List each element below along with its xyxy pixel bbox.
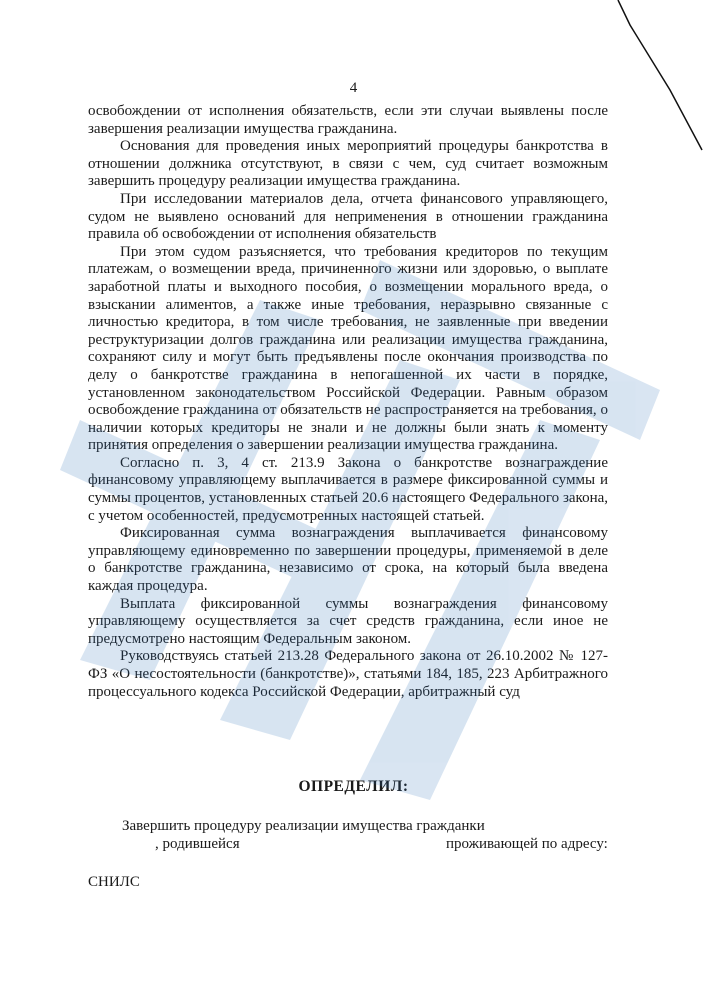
paragraph: Выплата фиксированной суммы вознаграждения финансовому управляющему осуществляется за счет средств гражданина, если иное не предусмотрено настоящим Федеральным законом.	[88, 595, 608, 647]
page-number: 4	[349, 80, 358, 96]
snils-label: СНИЛС	[88, 874, 140, 890]
paragraph: При этом судом разъясняется, что требования кредиторов по текущим платежам, о возмещении вреда, причиненного жизни или здоровью, о выплате заработной платы и выходного пособия, о возмещении морального вреда, о взыскании алиментов, а также иные требования, неразрывно связанные с личностью кредитора, в том числе требования, не заявленные при введении реструктуризации долгов гражданина или реализации имущества гражданина, сохраняют силу и могут быть предъявлены после окончания производства по делу о банкротстве гражданина в непогашенной их части в порядке, установленном законодательством Российской Федерации. Равным образом освобождение гражданина от обязательств не распространяется на требования, о наличии которых кредиторы не знали и не должны были знать к моменту принятия определения о завершении реализации имущества гражданина.	[88, 243, 608, 454]
document-body	[88, 103, 608, 701]
birth-label: , родившейся	[155, 836, 240, 852]
paragraph: Руководствуясь статьей 213.28 Федерального закона от 26.10.2002 № 127-ФЗ «О несостоятельности (банкротстве)», статьями 184, 185, 223 Арбитражного процессуального кодекса Российской Федерации, арбитражный суд	[88, 648, 608, 700]
paragraph: Основания для проведения иных мероприятий процедуры банкротства в отношении должника отсутствуют, в связи с чем, суд считает возможным завершить процедуру реализации имущества гражданина.	[88, 138, 608, 190]
resolution-line: Завершить процедуру реализации имущества гражданки	[122, 818, 485, 834]
paragraph: При исследовании материалов дела, отчета финансового управляющего, судом не выявлено оснований для неприменения в отношении гражданина правила об освобождении от исполнения обязательств	[88, 190, 608, 243]
paragraph: Согласно п. 3, 4 ст. 213.9 Закона о банкротстве вознаграждение финансовому управляющему выплачивается в размере фиксированной суммы и суммы процентов, установленных статьей 20.6 настоящего Федерального закона, с учетом особенностей, предусмотренных настоящей статьей.	[88, 454, 608, 524]
paragraph: Фиксированная сумма вознаграждения выплачивается финансовому управляющему единовременно по завершении процедуры, применяемой в деле о банкротстве гражданина, независимо от срока, на который была введена каждая процедура.	[88, 525, 608, 595]
decision-heading: ОПРЕДЕЛИЛ:	[298, 778, 409, 795]
address-label: проживающей по адресу:	[446, 836, 608, 852]
paragraph: освобождении от исполнения обязательств, если эти случаи выявлены после завершения реализации имущества гражданина.	[88, 103, 608, 137]
